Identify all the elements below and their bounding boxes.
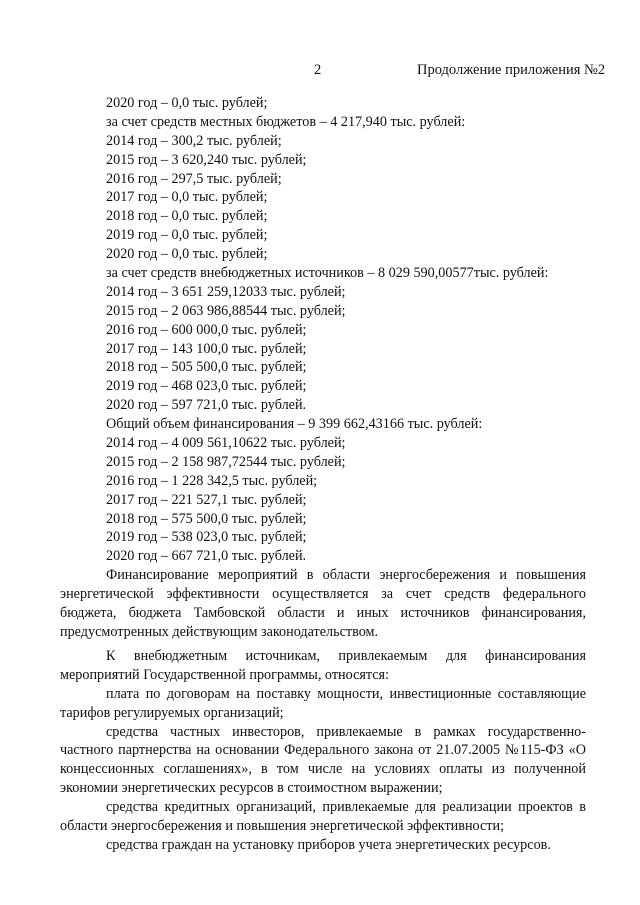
- funding-line: 2019 год – 0,0 тыс. рублей;: [106, 227, 268, 244]
- funding-line: 2020 год – 667 721,0 тыс. рублей.: [106, 548, 307, 565]
- funding-line: 2018 год – 505 500,0 тыс. рублей;: [106, 359, 307, 376]
- funding-line: 2020 год – 0,0 тыс. рублей;: [106, 246, 268, 263]
- paragraph-capacity-payment: плата по договорам на поставку мощности, инвестиционные составляющие тарифов регулируемых организаций;: [60, 685, 586, 721]
- funding-line: 2017 год – 0,0 тыс. рублей;: [106, 189, 268, 206]
- funding-line: 2016 год – 1 228 342,5 тыс. рублей;: [106, 472, 318, 489]
- funding-line: 2015 год – 2 158 987,72544 тыс. рублей;: [106, 453, 346, 470]
- funding-line: за счет средств внебюджетных источников – 8 029 590,00577тыс. рублей:: [106, 265, 549, 282]
- paragraph-credit-organizations: средства кредитных организаций, привлекаемые для реализации проектов в области энергосбережения и повышения энергетической эффективности;: [60, 799, 586, 835]
- funding-line: за счет средств местных бюджетов – 4 217,940 тыс. рублей:: [106, 113, 466, 130]
- funding-line: 2017 год – 143 100,0 тыс. рублей;: [106, 340, 307, 357]
- funding-line: 2018 год – 575 500,0 тыс. рублей;: [106, 510, 307, 527]
- document-body: [60, 94, 586, 855]
- funding-line: 2014 год – 3 651 259,12033 тыс. рублей;: [106, 283, 346, 300]
- funding-line: 2015 год – 2 063 986,88544 тыс. рублей;: [106, 302, 346, 319]
- funding-line: 2018 год – 0,0 тыс. рублей;: [106, 208, 268, 225]
- paragraph-sources-intro: К внебюджетным источникам, привлекаемым для финансирования мероприятий Государственной программы, относятся:: [60, 647, 586, 683]
- paragraph-financing: Финансирование мероприятий в области энергосбережения и повышения энергетической эффективности осуществляется за счет средств федерального бюджета, бюджета Тамбовской области и иных источников финансирования, предусмотренных действующим законодательством.: [60, 567, 586, 640]
- funding-line: 2019 год – 468 023,0 тыс. рублей;: [106, 378, 307, 395]
- appendix-label: Продолжение приложения №2: [417, 62, 606, 78]
- funding-line: Общий объем финансирования – 9 399 662,43166 тыс. рублей:: [106, 416, 483, 433]
- funding-line: 2019 год – 538 023,0 тыс. рублей;: [106, 529, 307, 546]
- funding-line: 2017 год – 221 527,1 тыс. рублей;: [106, 491, 307, 508]
- funding-line: 2014 год – 300,2 тыс. рублей;: [106, 132, 282, 149]
- paragraph-citizens-funds: средства граждан на установку приборов учета энергетических ресурсов.: [106, 836, 551, 853]
- paragraph-private-investors: средства частных инвесторов, привлекаемые в рамках государственно-частного партнерства на основании Федерального закона от 21.07.2005 №115-ФЗ «О концессионных соглашениях», в том числе на условиях оплаты из полученной экономии энергетических ресурсов в стоимостном выражении;: [60, 723, 586, 797]
- funding-line: 2015 год – 3 620,240 тыс. рублей;: [106, 151, 307, 168]
- funding-line: 2020 год – 597 721,0 тыс. рублей.: [106, 397, 307, 414]
- funding-line: 2016 год – 600 000,0 тыс. рублей;: [106, 321, 307, 338]
- funding-line: 2016 год – 297,5 тыс. рублей;: [106, 170, 282, 187]
- funding-line: 2020 год – 0,0 тыс. рублей;: [106, 95, 268, 111]
- funding-line: 2014 год – 4 009 561,10622 тыс. рублей;: [106, 435, 346, 452]
- page-number: 2: [314, 62, 322, 78]
